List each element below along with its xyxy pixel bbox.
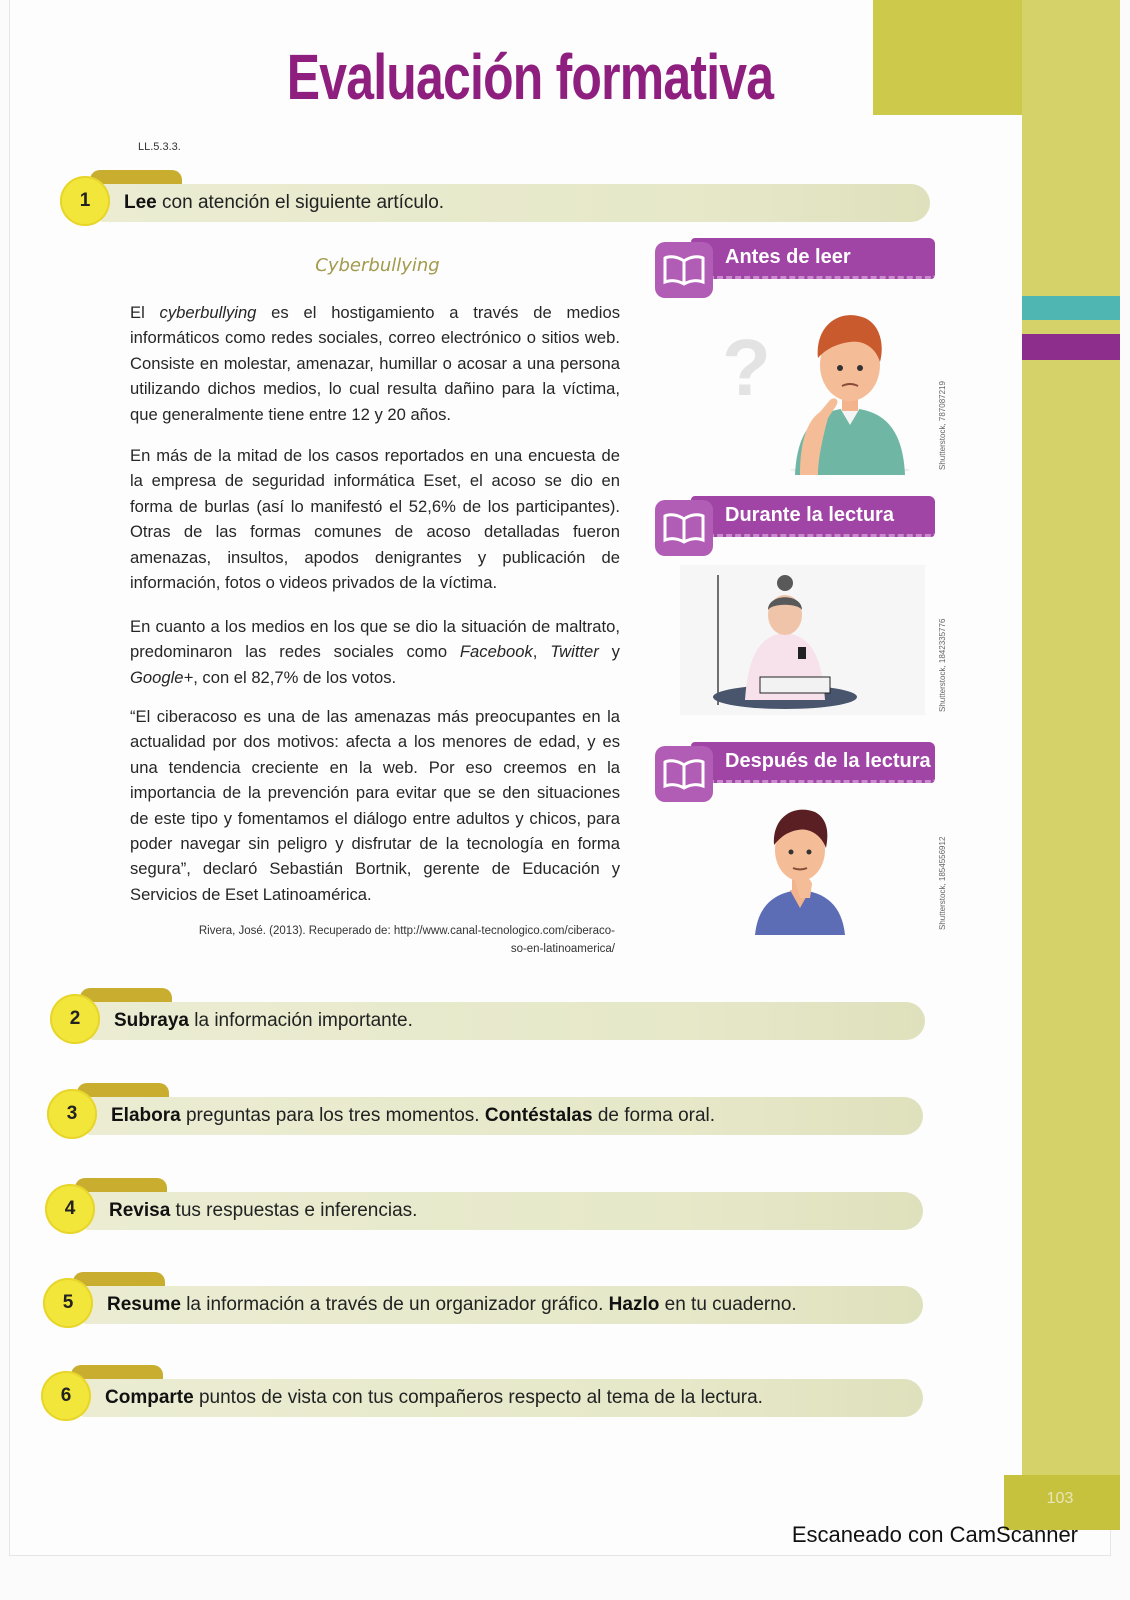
activity-number: 4 — [45, 1184, 95, 1234]
activity-text: Resume la información a través de un organizador gráfico. Hazlo en tu cuaderno. — [107, 1294, 797, 1315]
activity-number: 5 — [43, 1278, 93, 1328]
activity-number: 3 — [47, 1089, 97, 1139]
photo-credit: Shutterstock, 787087219 — [938, 381, 947, 470]
activity-3 — [47, 1083, 923, 1143]
thinking-boy-illustration — [700, 300, 920, 475]
panel-label: Después de la lectura — [725, 750, 931, 772]
open-book-icon — [655, 746, 713, 802]
thinking-man-illustration — [740, 800, 860, 935]
activity-text: Elabora preguntas para los tres momentos. Contéstalas de forma oral. — [111, 1105, 716, 1126]
activity-1 — [60, 170, 930, 230]
panel-durante-la-lectura — [655, 496, 935, 558]
activity-4 — [45, 1178, 923, 1238]
page-number: 103 — [1046, 1490, 1074, 1507]
reading-girl-illustration — [680, 565, 925, 715]
article-paragraph-3: En cuanto a los medios en los que se dio la situación de maltrato, predominaron las redes sociales como Facebook, Twitter y Google+, con el 82,7% de los votos. — [130, 617, 620, 687]
teal-stripe — [1022, 296, 1120, 320]
skill-code: LL.5.3.3. — [138, 141, 181, 153]
photo-credit: Shutterstock, 1854556912 — [938, 836, 947, 930]
open-book-icon — [655, 242, 713, 298]
panel-label: Durante la lectura — [725, 504, 894, 526]
article-citation: Rivera, José. (2013). Recuperado de: http://www.canal-tecnologico.com/ciberaco- so-en-latinoamerica/ — [198, 925, 615, 955]
activity-text: Lee con atención el siguiente artículo. — [124, 192, 445, 213]
activity-text: Revisa tus respuestas e inferencias. — [109, 1200, 418, 1221]
activity-number: 1 — [60, 176, 110, 226]
photo-credit: Shutterstock, 1842335776 — [938, 618, 947, 712]
activity-number: 6 — [41, 1371, 91, 1421]
panel-antes-de-leer — [655, 238, 935, 300]
activity-6 — [41, 1365, 923, 1425]
open-book-icon — [655, 500, 713, 556]
side-decoration — [1022, 0, 1120, 1530]
article-paragraph-4: “El ciberacoso es una de las amenazas más preocupantes en la actualidad por dos motivos: afecta a los menores de edad, y es una tendencia creciente en la web. Por eso creemos en la importancia de la prevención para evitar que se den situaciones de este tipo y fomentamos el diálogo entre adultos y chicos, para poder navegar sin peligro y disfrutar de la tecnología en forma segura”, declaró Sebastián Bortnik, gerente de Educación y Servicios de Eset Latinoamérica. — [130, 707, 620, 904]
svg-text:?: ? — [722, 323, 771, 412]
activity-5 — [43, 1272, 923, 1332]
activity-number: 2 — [50, 994, 100, 1044]
article-title: Cyberbullying — [315, 255, 440, 276]
panel-despues-de-la-lectura — [655, 742, 935, 804]
activity-text: Comparte puntos de vista con tus compañeros respecto al tema de la lectura. — [105, 1387, 763, 1408]
purple-stripe — [1022, 334, 1120, 360]
article-paragraph-2: En más de la mitad de los casos reportados en una encuesta de la empresa de seguridad informática Eset, el acoso se dio en forma de burlas (así lo manifestó el 52,6% de los participantes). Otras de las formas comunes de acoso detalladas fueron amenazas, insultos, apodos denigrantes y publicación de información, fotos o videos privados de la víctima. — [130, 446, 620, 593]
activity-2 — [50, 988, 925, 1048]
article-paragraph-1: El cyberbullying es el hostigamiento a través de medios informáticos como redes sociales, correo electrónico o sitios web. Consiste en molestar, amenazar, humillar o acosar a una persona utilizando dichos medios, lo cual resulta dañino para la víctima, que generalmente tiene entre 12 y 20 años. — [130, 303, 620, 424]
panel-label: Antes de leer — [725, 246, 851, 268]
page-title: Evaluación formativa — [286, 41, 774, 113]
activity-text: Subraya la información importante. — [114, 1010, 413, 1031]
scanner-watermark: Escaneado con CamScanner — [791, 1522, 1078, 1547]
